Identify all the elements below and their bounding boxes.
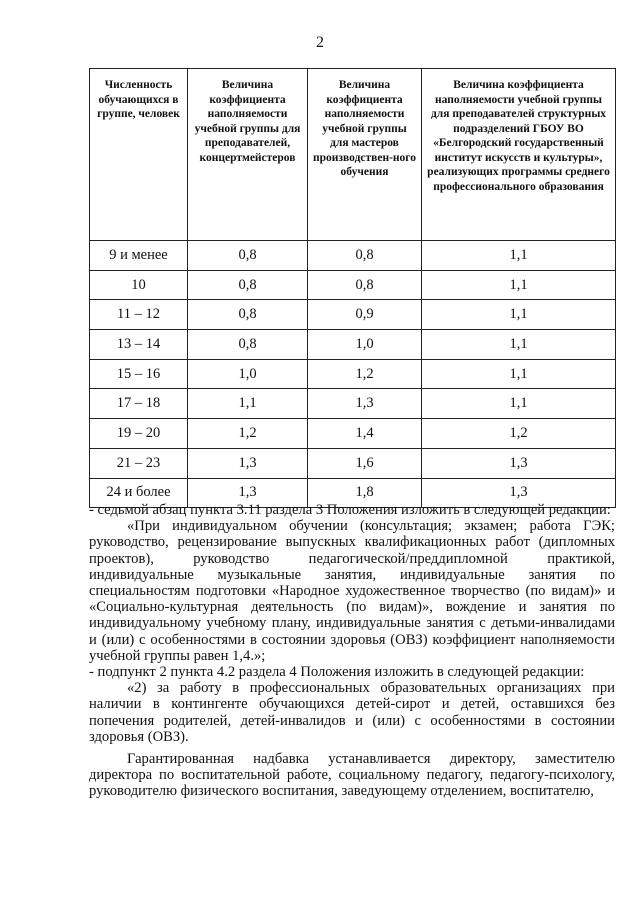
cell-masters: 1,8 xyxy=(308,478,422,508)
cell-teachers: 1,3 xyxy=(188,448,308,478)
orphans-bonus-paragraph: «2) за работу в профессиональных образовательных организациях при наличии в контингенте обучающихся детей-сирот и детей, оставшихся без попечения родителей, детей-инвалидов и (или) с особенностями в состоянии здоровья (ОВЗ). xyxy=(89,680,615,745)
cell-institute: 1,3 xyxy=(422,448,616,478)
header-group-size: Численность обучающихся в группе, человек xyxy=(90,69,188,241)
cell-masters: 0,9 xyxy=(308,300,422,330)
table-row xyxy=(90,300,616,330)
header-institute-coefficient: Величина коэффициента наполняемости учебной группы для преподавателей структурных подразделений ГБОУ ВО «Белгородский государственный институт искусств и культуры», реализующих программы среднего профессионального образования xyxy=(422,69,616,241)
body-text xyxy=(89,502,615,800)
table-row xyxy=(90,389,616,419)
table-header-row xyxy=(90,69,616,241)
cell-teachers: 0,8 xyxy=(188,241,308,271)
cell-group-size: 24 и более xyxy=(90,478,188,508)
cell-institute: 1,1 xyxy=(422,241,616,271)
cell-institute: 1,2 xyxy=(422,419,616,449)
individual-training-paragraph: «При индивидуальном обучении (консультация; экзамен; работа ГЭК; руководство, рецензирование выпускных квалификационных работ (дипломных проектов), руководство педагогической/преддипломной практикой, индивидуальные музыкальные занятия, индивидуальные занятия по специальностям подготовки «Народное художественное творчество (по видам)» и «Социально-культурная деятельность (по видам)», вождение и занятия по индивидуальному учебному плану, индивидуальные занятия с детьми-инвалидами и (или) с особенностями в состоянии здоровья (ОВЗ) коэффициент наполняемости учебной группы равен 1,4.»; xyxy=(89,518,615,664)
header-masters-coefficient: Величина коэффициента наполняемости учебной группы для мастеров производствен-ного обучения xyxy=(308,69,422,241)
coefficient-table xyxy=(89,68,616,508)
amendment-intro-paragraph: - седьмой абзац пункта 3.11 раздела 3 Положения изложить в следующей редакции: xyxy=(89,502,611,518)
cell-group-size: 15 – 16 xyxy=(90,359,188,389)
cell-group-size: 11 – 12 xyxy=(90,300,188,330)
cell-masters: 1,2 xyxy=(308,359,422,389)
cell-teachers: 1,0 xyxy=(188,359,308,389)
guaranteed-bonus-paragraph: Гарантированная надбавка устанавливается директору, заместителю директора по воспитательной работе, социальному педагогу, педагогу-психологу, руководителю физического воспитания, заведующему отделением, воспитателю, xyxy=(89,751,615,800)
cell-masters: 0,8 xyxy=(308,270,422,300)
table-row xyxy=(90,419,616,449)
cell-teachers: 1,1 xyxy=(188,389,308,419)
cell-masters: 1,6 xyxy=(308,448,422,478)
table-row xyxy=(90,241,616,271)
cell-institute: 1,1 xyxy=(422,389,616,419)
table-row xyxy=(90,359,616,389)
cell-masters: 1,3 xyxy=(308,389,422,419)
cell-institute: 1,1 xyxy=(422,330,616,360)
cell-teachers: 0,8 xyxy=(188,330,308,360)
table-row xyxy=(90,270,616,300)
cell-teachers: 1,3 xyxy=(188,478,308,508)
cell-institute: 1,1 xyxy=(422,270,616,300)
cell-group-size: 17 – 18 xyxy=(90,389,188,419)
cell-group-size: 10 xyxy=(90,270,188,300)
cell-institute: 1,1 xyxy=(422,359,616,389)
cell-teachers: 0,8 xyxy=(188,270,308,300)
subclause-intro-paragraph: - подпункт 2 пункта 4.2 раздела 4 Положения изложить в следующей редакции: xyxy=(89,664,585,681)
cell-group-size: 19 – 20 xyxy=(90,419,188,449)
cell-teachers: 0,8 xyxy=(188,300,308,330)
cell-masters: 1,0 xyxy=(308,330,422,360)
cell-group-size: 21 – 23 xyxy=(90,448,188,478)
cell-teachers: 1,2 xyxy=(188,419,308,449)
cell-institute: 1,3 xyxy=(422,478,616,508)
cell-group-size: 13 – 14 xyxy=(90,330,188,360)
table-row xyxy=(90,448,616,478)
cell-group-size: 9 и менее xyxy=(90,241,188,271)
header-teachers-coefficient: Величина коэффициента наполняемости учебной группы для преподавателей, концертмейстеров xyxy=(188,69,308,241)
table-row xyxy=(90,330,616,360)
cell-masters: 1,4 xyxy=(308,419,422,449)
cell-masters: 0,8 xyxy=(308,241,422,271)
cell-institute: 1,1 xyxy=(422,300,616,330)
page-number: 2 xyxy=(316,34,324,51)
